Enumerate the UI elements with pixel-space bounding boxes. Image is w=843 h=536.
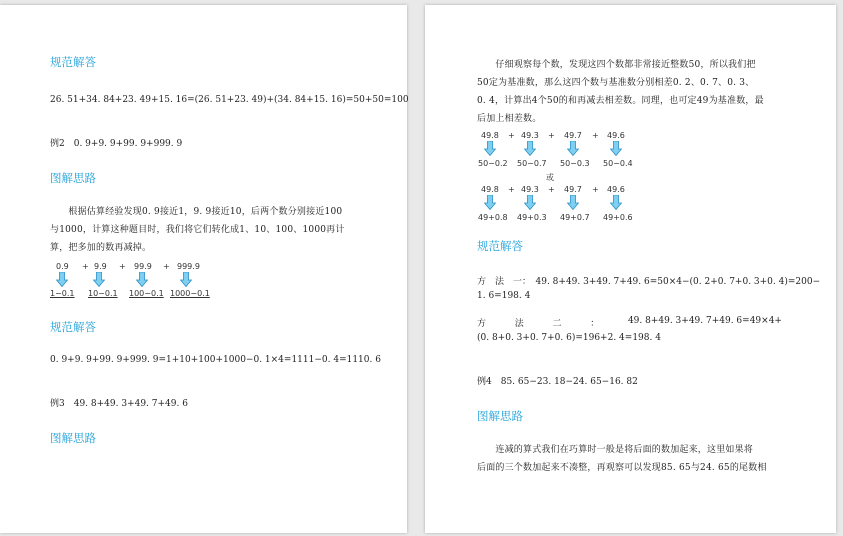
paragraph-line: 连减的算式我们在巧算时一般是将后面的数加起来，这里如果将 xyxy=(477,445,754,455)
diagram-number: 999.9 xyxy=(177,262,200,271)
diagram-number: 49.7 xyxy=(564,185,582,194)
diagram-number: 9.9 xyxy=(94,262,107,271)
down-arrow-icon xyxy=(610,141,622,156)
method-two-line: (0. 8+0. 3+0. 7+0. 6)=196+2. 4=198. 4 xyxy=(477,333,661,343)
diagram-number: 49.8 xyxy=(481,185,499,194)
plus-sign: + xyxy=(163,262,170,271)
method-two-char: 法 xyxy=(514,319,524,329)
paragraph-line: 根据估算经验发现0. 9接近1，9. 9接近10，后两个数分别接近100 xyxy=(50,207,343,217)
down-arrow-icon xyxy=(484,141,496,156)
down-arrow-icon xyxy=(524,195,536,210)
diagram-result: 50−0.2 xyxy=(478,159,508,168)
paragraph-line: 算，把多加的数再减掉。 xyxy=(50,243,152,253)
left-page xyxy=(0,5,407,533)
right-page xyxy=(425,5,836,533)
diagram-number: 49.6 xyxy=(607,185,625,194)
plus-sign: + xyxy=(592,185,599,194)
or-label: 或 xyxy=(546,173,554,182)
example-title: 例2 0. 9+9. 9+99. 9+999. 9 xyxy=(50,139,183,149)
heading-standard-answer: 规范解答 xyxy=(50,320,96,334)
heading-diagram-idea: 图解思路 xyxy=(477,409,523,423)
diagram-result: 49+0.6 xyxy=(603,213,633,222)
method-two-char: 二 xyxy=(552,319,562,329)
down-arrow-icon xyxy=(93,272,105,287)
down-arrow-icon xyxy=(567,141,579,156)
diagram-result: 10−0.1 xyxy=(88,289,118,298)
plus-sign: + xyxy=(82,262,89,271)
paragraph-line: 仔细观察每个数，发现这四个数都非常接近整数50，所以我们把 xyxy=(477,60,756,70)
plus-sign: + xyxy=(119,262,126,271)
equation-line: 0. 9+9. 9+99. 9+999. 9=1+10+100+1000−0. 1×4=1111−0. 4=1110. 6 xyxy=(50,355,381,365)
diagram-number: 49.8 xyxy=(481,131,499,140)
diagram-number: 0.9 xyxy=(56,262,69,271)
method-two-line xyxy=(477,316,782,329)
diagram-number: 49.3 xyxy=(521,131,539,140)
diagram-result: 49+0.8 xyxy=(478,213,508,222)
plus-sign: + xyxy=(548,185,555,194)
paragraph-line: 与1000，计算这种题目时，我们将它们转化成1、10、100、1000再计 xyxy=(50,225,345,235)
heading-standard-answer: 规范解答 xyxy=(477,239,523,253)
diagram-result: 49+0.7 xyxy=(560,213,590,222)
example-title: 例4 85. 65−23. 18−24. 65−16. 82 xyxy=(477,377,638,387)
example-title: 例3 49. 8+49. 3+49. 7+49. 6 xyxy=(50,399,188,409)
heading-diagram-idea: 图解思路 xyxy=(50,171,96,185)
diagram-result: 50−0.3 xyxy=(560,159,590,168)
diagram-number: 49.6 xyxy=(607,131,625,140)
paragraph-line: 50定为基准数，那么这四个数与基准数分别相差0. 2、0. 7、0. 3、 xyxy=(477,78,755,88)
method-two-expression: 49. 8+49. 3+49. 7+49. 6=49×4+ xyxy=(627,316,782,326)
down-arrow-icon xyxy=(180,272,192,287)
equation-line: 26. 51+34. 84+23. 49+15. 16=(26. 51+23. 49)+(34. 84+15. 16)=50+50=100 xyxy=(50,95,409,105)
plus-sign: + xyxy=(508,131,515,140)
diagram-number: 49.3 xyxy=(521,185,539,194)
paragraph-line: 后面的三个数加起来不凑整，再观察可以发现85. 65与24. 65的尾数相 xyxy=(477,463,767,473)
plus-sign: + xyxy=(508,185,515,194)
down-arrow-icon xyxy=(524,141,536,156)
method-two-char: 方 xyxy=(477,319,487,329)
down-arrow-icon xyxy=(567,195,579,210)
diagram-result: 1−0.1 xyxy=(50,289,75,298)
down-arrow-icon xyxy=(610,195,622,210)
diagram-result: 100−0.1 xyxy=(129,289,164,298)
heading-standard-answer: 规范解答 xyxy=(50,55,96,69)
plus-sign: + xyxy=(548,131,555,140)
method-two-char: ： xyxy=(590,319,600,329)
paragraph-line: 后加上相差数。 xyxy=(477,114,542,124)
diagram-number: 49.7 xyxy=(564,131,582,140)
method-one-line: 1. 6=198. 4 xyxy=(477,291,531,301)
diagram-result: 50−0.4 xyxy=(603,159,633,168)
plus-sign: + xyxy=(592,131,599,140)
down-arrow-icon xyxy=(136,272,148,287)
paragraph-line: 0. 4，计算出4个50的和再减去相差数。同理，也可定49为基准数，最 xyxy=(477,96,764,106)
heading-diagram-idea: 图解思路 xyxy=(50,431,96,445)
down-arrow-icon xyxy=(484,195,496,210)
diagram-result: 49+0.3 xyxy=(517,213,547,222)
diagram-result: 1000−0.1 xyxy=(170,289,210,298)
down-arrow-icon xyxy=(56,272,68,287)
diagram-number: 99.9 xyxy=(134,262,152,271)
diagram-result: 50−0.7 xyxy=(517,159,547,168)
method-one-line: 方 法 一： 49. 8+49. 3+49. 7+49. 6=50×4−(0. 2+0. 7+0. 3+0. 4)=200− xyxy=(477,277,821,287)
